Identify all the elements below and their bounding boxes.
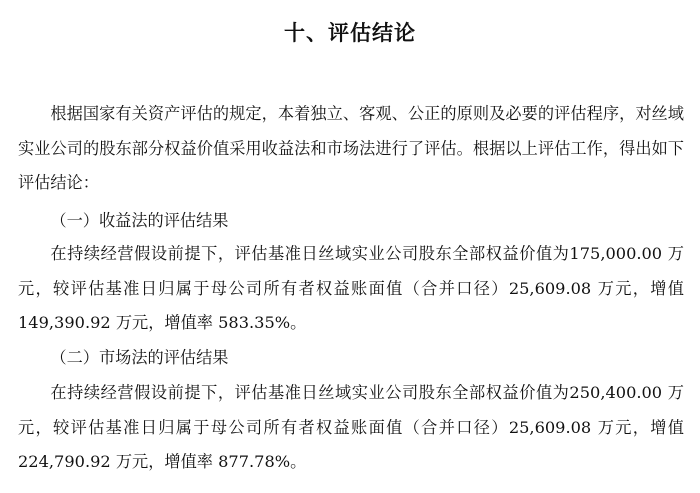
section-title: 十、评估结论 [284, 21, 416, 45]
intro-paragraph: 根据国家有关资产评估的规定，本着独立、客观、公正的原则及必要的评估程序，对丝域实业公司的股东部分权益价值采用收益法和市场法进行了评估。根据以上评估工作，得出如下评估结论： [18, 104, 684, 192]
income-method-result: 在持续经营假设前提下，评估基准日丝域实业公司股东全部权益价值为175,000.00 万元，较评估基准日归属于母公司所有者权益账面值（合并口径）25,609.08 万元，增值 149,390.92 万元，增值率 583.35%。 [18, 244, 684, 332]
income-method-heading: （一）收益法的评估结果 [50, 211, 229, 230]
market-method-heading: （二）市场法的评估结果 [50, 348, 229, 367]
market-method-result: 在持续经营假设前提下，评估基准日丝域实业公司股东全部权益价值为250,400.00 万元，较评估基准日归属于母公司所有者权益账面值（合并口径）25,609.08 万元，增值 224,790.92 万元，增值率 877.78%。 [18, 383, 684, 471]
